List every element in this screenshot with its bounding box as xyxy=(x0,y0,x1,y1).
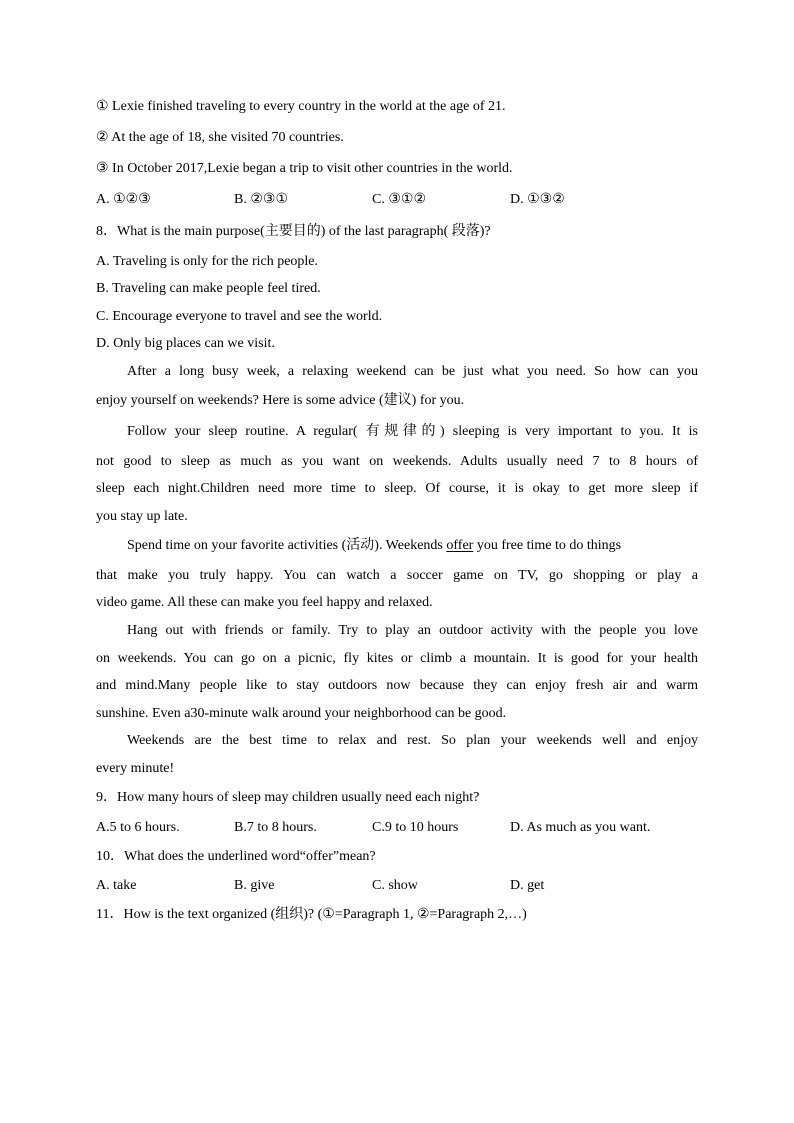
question-10-option-c: C. show xyxy=(372,878,418,893)
question-8-stem: 8．What is the main purpose(主要目的) of the last paragraph( 段落)? xyxy=(96,224,491,239)
underlined-word-offer: offer xyxy=(446,538,474,553)
ordering-options xyxy=(96,191,698,209)
question-9-option-a: A.5 to 6 hours. xyxy=(96,820,180,835)
question-9-option-c: C.9 to 10 hours xyxy=(372,820,459,835)
passage-p2-line3: sleep each night.Children need more time to sleep. Of course, it is okay to get more sleep if xyxy=(96,481,698,496)
option-d: D. ①③② xyxy=(510,192,565,207)
question-9-stem: 9．How many hours of sleep may children usually need each night? xyxy=(96,790,480,805)
passage-p3-line2: that make you truly happy. You can watch a soccer game on TV, go shopping or play a xyxy=(96,568,698,583)
question-10-option-d: D. get xyxy=(510,878,545,893)
passage-p1-line1: After a long busy week, a relaxing weekend can be just what you need. So how can you xyxy=(127,364,698,379)
passage-p1-line2: enjoy yourself on weekends? Here is some advice (建议) for you. xyxy=(96,393,465,408)
passage-p5-line2: every minute! xyxy=(96,761,175,776)
passage-p4-line1: Hang out with friends or family. Try to play an outdoor activity with the people you love xyxy=(127,623,698,638)
ordering-statement-3: ③ In October 2017,Lexie began a trip to visit other countries in the world. xyxy=(96,161,513,176)
passage-p5-line1: Weekends are the best time to relax and rest. So plan your weekends well and enjoy xyxy=(127,733,698,748)
question-10-option-b: B. give xyxy=(234,878,275,893)
question-8-option-d: D. Only big places can we visit. xyxy=(96,336,275,351)
question-10-option-a: A. take xyxy=(96,878,137,893)
question-10-options xyxy=(96,877,698,895)
passage-p4-line4: sunshine. Even a30-minute walk around your neighborhood can be good. xyxy=(96,706,507,721)
question-8-option-b: B. Traveling can make people feel tired. xyxy=(96,281,321,296)
passage-p3-line3: video game. All these can make you feel happy and relaxed. xyxy=(96,595,433,610)
passage-p3-line1-start: Spend time on your favorite activities (活动). Weekends xyxy=(127,538,447,553)
question-9-option-d: D. As much as you want. xyxy=(510,820,651,835)
ordering-statement-1: ① Lexie finished traveling to every country in the world at the age of 21. xyxy=(96,99,506,114)
question-8-option-a: A. Traveling is only for the rich people. xyxy=(96,254,319,269)
passage-p3-line1 xyxy=(127,537,698,555)
option-c: C. ③①② xyxy=(372,192,426,207)
question-8-option-c: C. Encourage everyone to travel and see the world. xyxy=(96,309,383,324)
option-b: B. ②③① xyxy=(234,192,288,207)
passage-p2-line1: Follow your sleep routine. A regular( 有规律的) sleeping is very important to you. It is xyxy=(127,424,698,439)
passage-p2-line4: you stay up late. xyxy=(96,509,188,524)
passage-p4-line2: on weekends. You can go on a picnic, fly kites or climb a mountain. It is good for your health xyxy=(96,651,698,666)
passage-p2-line2: not good to sleep as much as you want on weekends. Adults usually need 7 to 8 hours of xyxy=(96,454,698,469)
question-11-stem: 11．How is the text organized (组织)? (①=Paragraph 1, ②=Paragraph 2,…) xyxy=(96,907,527,922)
question-9-option-b: B.7 to 8 hours. xyxy=(234,820,317,835)
option-a: A. ①②③ xyxy=(96,192,151,207)
passage-p4-line3: and mind.Many people like to stay outdoors now because they can enjoy fresh air and warm xyxy=(96,678,698,693)
passage-p3-line1-end: you free time to do things xyxy=(473,538,622,553)
question-10-stem: 10．What does the underlined word“offer”mean? xyxy=(96,849,376,864)
question-9-options xyxy=(96,819,698,837)
ordering-statement-2: ② At the age of 18, she visited 70 countries. xyxy=(96,130,344,145)
